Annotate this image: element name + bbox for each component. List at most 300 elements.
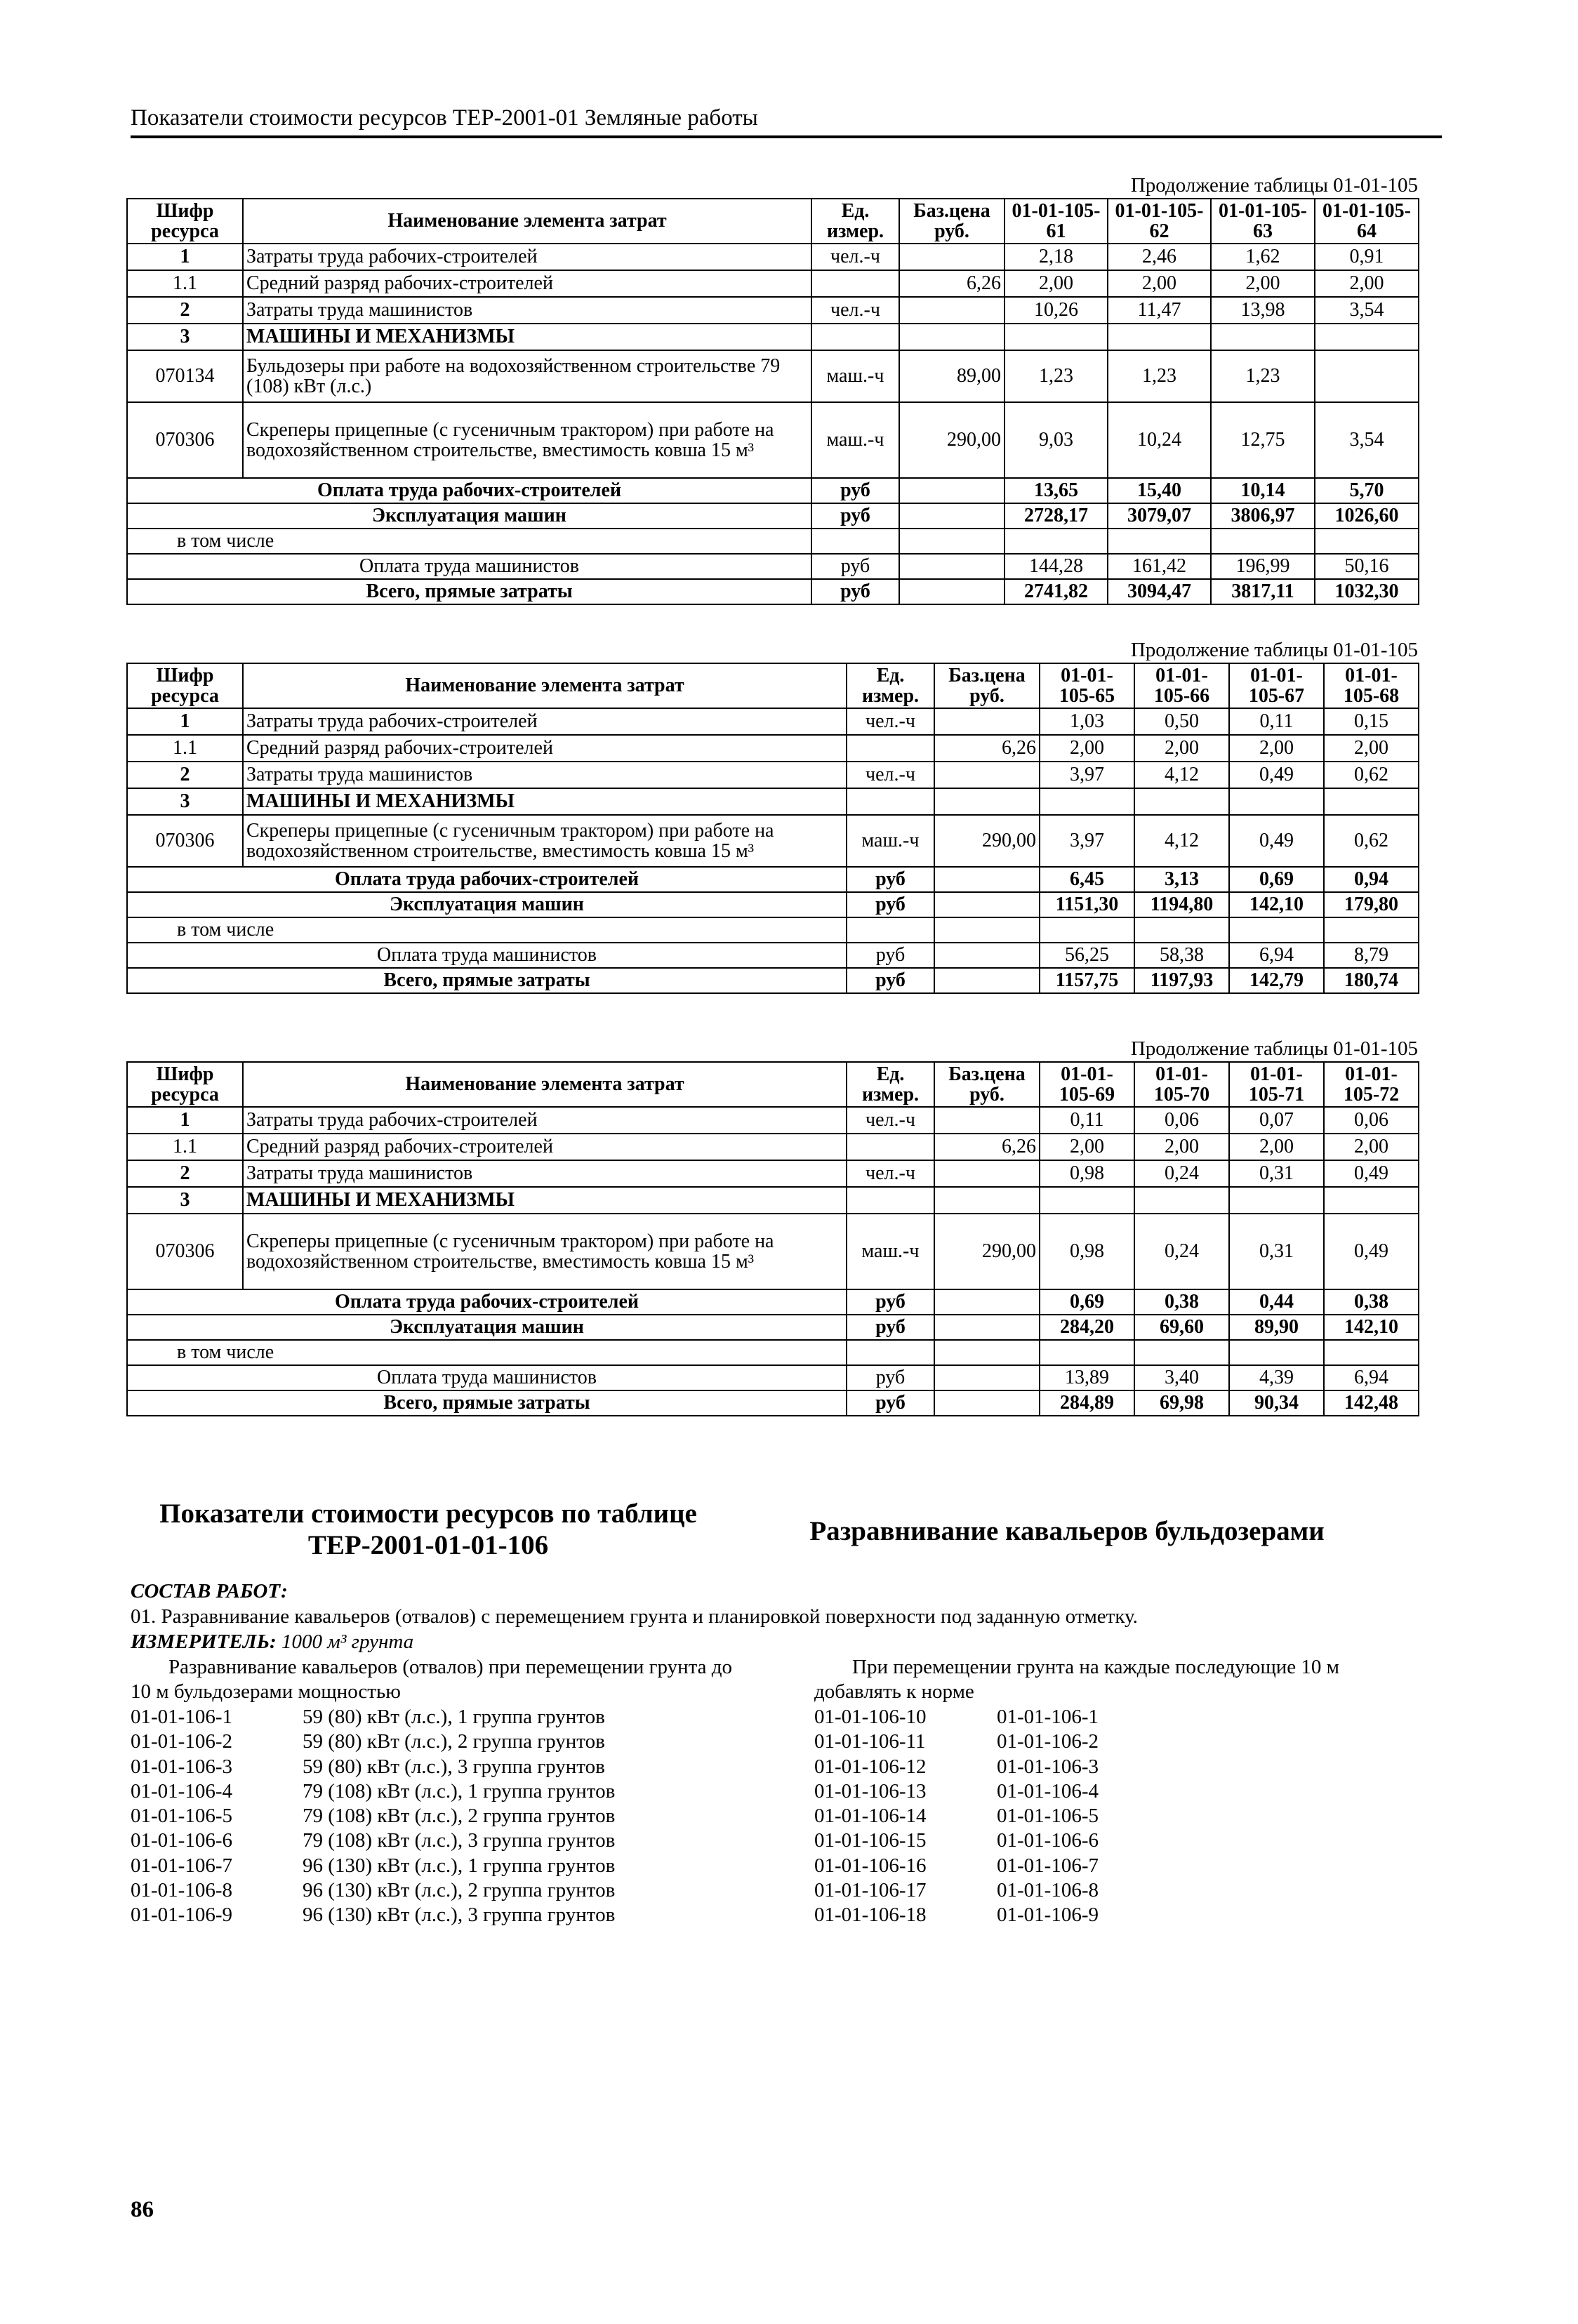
list-cell: 01-01-106-13 [814, 1779, 927, 1802]
list-cell: 01-01-106-3 [131, 1755, 232, 1778]
table-cell: 2,00 [1324, 1134, 1419, 1160]
table-row [127, 1160, 1419, 1187]
table-cell: 2728,17 [1005, 503, 1108, 529]
table-cell [1315, 350, 1419, 402]
header-code-col: 01-01-105-72 [1324, 1062, 1419, 1107]
table-cell: маш.-ч [847, 1214, 934, 1289]
table-row [127, 1187, 1419, 1214]
table-cell: 0,69 [1229, 867, 1324, 892]
table-cell: чел.-ч [847, 1107, 934, 1134]
header-name: Наименование элемента затрат [243, 199, 811, 244]
table-cell: 69,98 [1134, 1390, 1229, 1416]
table-cell [934, 1365, 1040, 1390]
norm-list-right [814, 1705, 1099, 1928]
table-cell: 4,12 [1134, 762, 1229, 788]
table-cell: 142,10 [1229, 892, 1324, 917]
table-continuation-2: Продолжение таблицы 01-01-105 [1130, 639, 1418, 661]
table-cell: руб [811, 503, 899, 529]
table-row [127, 735, 1419, 762]
list-cell: 79 (108) кВт (л.с.), 3 группа грунтов [303, 1829, 616, 1852]
table-cell [1211, 529, 1315, 554]
resource-table-1 [126, 198, 1419, 605]
list-cell: 01-01-106-6 [997, 1829, 1099, 1852]
header-code: Шифр ресурса [127, 663, 243, 708]
table-cell: 3 [127, 324, 243, 350]
list-cell: 59 (80) кВт (л.с.), 3 группа грунтов [303, 1755, 605, 1778]
section-subtitle: Разравнивание кавальеров бульдозерами [809, 1516, 1325, 1546]
table-cell: 1 [127, 1107, 243, 1134]
table-cell: в том числе [127, 529, 811, 554]
table-cell: 3,97 [1040, 815, 1134, 867]
table-cell: Всего, прямые затраты [127, 968, 847, 993]
list-item [131, 1828, 615, 1853]
table-cell: МАШИНЫ И МЕХАНИЗМЫ [243, 788, 847, 815]
table-cell: чел.-ч [847, 1160, 934, 1187]
table-cell: 2,00 [1229, 735, 1324, 762]
table-cell: 3,54 [1315, 402, 1419, 478]
table-cell: 2,00 [1315, 270, 1419, 297]
header-code-col: 01-01-105-70 [1134, 1062, 1229, 1107]
measure-label: ИЗМЕРИТЕЛЬ: [131, 1631, 277, 1653]
header-price: Баз.цена руб. [899, 199, 1005, 244]
table-cell [934, 762, 1040, 788]
list-cell: 01-01-106-9 [997, 1904, 1099, 1927]
table-cell: чел.-ч [811, 244, 899, 270]
table-cell [1229, 1340, 1324, 1365]
list-cell: 01-01-106-17 [814, 1879, 927, 1902]
list-item [814, 1729, 1099, 1754]
list-cell: 01-01-106-18 [814, 1904, 927, 1927]
table-cell: 179,80 [1324, 892, 1419, 917]
table-cell: 2,00 [1040, 1134, 1134, 1160]
table-cell [934, 708, 1040, 735]
table-cell: 0,06 [1134, 1107, 1229, 1134]
table-cell: 0,31 [1229, 1214, 1324, 1289]
header-price: Баз.цена руб. [934, 1062, 1040, 1107]
table-row [127, 1340, 1419, 1365]
list-cell: 01-01-106-12 [814, 1755, 927, 1778]
table-cell: Скреперы прицепные (с гусеничным трактором) при работе на водохозяйственном строительстве, вместимость ковша 15 м³ [243, 402, 811, 478]
table-row [127, 1315, 1419, 1340]
header-unit: Ед. измер. [811, 199, 899, 244]
table-cell: Средний разряд рабочих-строителей [243, 1134, 847, 1160]
list-item [131, 1878, 615, 1903]
table-cell: Всего, прямые затраты [127, 1390, 847, 1416]
table-continuation-1: Продолжение таблицы 01-01-105 [1130, 174, 1418, 197]
list-cell: 01-01-106-3 [997, 1755, 1099, 1778]
table-cell: 1.1 [127, 270, 243, 297]
table-cell: чел.-ч [847, 762, 934, 788]
table-cell: чел.-ч [847, 708, 934, 735]
list-item [131, 1705, 615, 1729]
table-cell: 0,44 [1229, 1289, 1324, 1315]
table-cell [934, 788, 1040, 815]
list-cell: 01-01-106-10 [814, 1706, 927, 1728]
table-cell: 10,24 [1108, 402, 1211, 478]
table-cell [899, 244, 1005, 270]
table-cell: 6,94 [1324, 1365, 1419, 1390]
table-cell [934, 943, 1040, 968]
table-cell [811, 324, 899, 350]
table-cell: Бульдозеры при работе на водохозяйственном строительстве 79 (108) кВт (л.с.) [243, 350, 811, 402]
table-cell: Затраты труда машинистов [243, 1160, 847, 1187]
table-cell: 90,34 [1229, 1390, 1324, 1416]
table-row [127, 762, 1419, 788]
table-cell: 11,47 [1108, 297, 1211, 324]
table-cell: Скреперы прицепные (с гусеничным трактором) при работе на водохозяйственном строительстве, вместимость ковша 15 м³ [243, 1214, 847, 1289]
list-cell: 96 (130) кВт (л.с.), 2 группа грунтов [303, 1879, 616, 1902]
table-cell: 89,00 [899, 350, 1005, 402]
table-cell: Оплата труда машинистов [127, 554, 811, 579]
table-cell: 144,28 [1005, 554, 1108, 579]
section-title: Показатели стоимости ресурсов по таблице ТЕР-2001-01-01-106 [159, 1499, 697, 1560]
table-cell: 1151,30 [1040, 892, 1134, 917]
table-row [127, 1365, 1419, 1390]
table-cell: 3 [127, 1187, 243, 1214]
table-cell [1134, 917, 1229, 943]
table-row [127, 1289, 1419, 1315]
table-cell: Оплата труда рабочих-строителей [127, 867, 847, 892]
table-cell [1229, 1187, 1324, 1214]
table-cell [934, 1107, 1040, 1134]
list-cell: 01-01-106-1 [131, 1706, 232, 1728]
table-row [127, 297, 1419, 324]
table-cell: 10,14 [1211, 478, 1315, 503]
table-cell: 0,15 [1324, 708, 1419, 735]
right-heading: При перемещении грунта на каждые последующие 10 м добавлять к норме [814, 1656, 1340, 1703]
table-row [127, 402, 1419, 478]
list-cell: 59 (80) кВт (л.с.), 1 группа грунтов [303, 1706, 605, 1728]
table-cell: 2 [127, 762, 243, 788]
table-cell: 0,24 [1134, 1160, 1229, 1187]
table-cell: руб [811, 478, 899, 503]
table-cell: 58,38 [1134, 943, 1229, 968]
table-cell: 89,90 [1229, 1315, 1324, 1340]
table-cell: маш.-ч [811, 402, 899, 478]
table-cell: 142,48 [1324, 1390, 1419, 1416]
table-cell [847, 917, 934, 943]
header-unit: Ед. измер. [847, 663, 934, 708]
table-cell: 1,23 [1108, 350, 1211, 402]
table-cell: руб [811, 579, 899, 604]
resource-table-3 [126, 1061, 1419, 1416]
list-item [131, 1779, 615, 1804]
table-cell: 1,23 [1005, 350, 1108, 402]
table-cell: 290,00 [934, 815, 1040, 867]
table-cell: 0,62 [1324, 815, 1419, 867]
table-cell: 6,26 [934, 735, 1040, 762]
table-cell [1315, 529, 1419, 554]
list-item [131, 1854, 615, 1878]
table-cell [1108, 529, 1211, 554]
table-cell: 0,11 [1229, 708, 1324, 735]
header-code-col: 01-01-105-66 [1134, 663, 1229, 708]
table-cell [1040, 1340, 1134, 1365]
table-cell: МАШИНЫ И МЕХАНИЗМЫ [243, 1187, 847, 1214]
list-cell: 01-01-106-5 [131, 1805, 232, 1828]
running-header: Показатели стоимости ресурсов ТЕР-2001-01 Земляные работы [131, 105, 1442, 138]
table-cell: Всего, прямые затраты [127, 579, 811, 604]
table-cell: 1157,75 [1040, 968, 1134, 993]
table-cell: 6,45 [1040, 867, 1134, 892]
list-item [814, 1705, 1099, 1729]
table-cell: 0,49 [1229, 815, 1324, 867]
table-row [127, 968, 1419, 993]
table-cell: Эксплуатация машин [127, 1315, 847, 1340]
table-row [127, 917, 1419, 943]
table-cell: 4,12 [1134, 815, 1229, 867]
table-cell: 8,79 [1324, 943, 1419, 968]
table-cell [1229, 788, 1324, 815]
table-cell: маш.-ч [811, 350, 899, 402]
table-cell [934, 1289, 1040, 1315]
table-cell: 2,00 [1134, 1134, 1229, 1160]
table-cell: 2,00 [1005, 270, 1108, 297]
table-cell: 070306 [127, 402, 243, 478]
table-row [127, 892, 1419, 917]
table-cell: 0,62 [1324, 762, 1419, 788]
table-cell: 15,40 [1108, 478, 1211, 503]
header-code: Шифр ресурса [127, 1062, 243, 1107]
table-row [127, 270, 1419, 297]
table-cell [1134, 788, 1229, 815]
table-cell [1229, 917, 1324, 943]
table-cell: 1,03 [1040, 708, 1134, 735]
table-cell: 0,06 [1324, 1107, 1419, 1134]
list-item [814, 1755, 1099, 1779]
table-row [127, 867, 1419, 892]
header-code-col: 01-01-105-71 [1229, 1062, 1324, 1107]
header-code: Шифр ресурса [127, 199, 243, 244]
table-row [127, 1134, 1419, 1160]
table-cell: Затраты труда рабочих-строителей [243, 1107, 847, 1134]
table-row [127, 708, 1419, 735]
table-cell: Скреперы прицепные (с гусеничным трактором) при работе на водохозяйственном строительстве, вместимость ковша 15 м³ [243, 815, 847, 867]
list-cell: 59 (80) кВт (л.с.), 2 группа грунтов [303, 1730, 605, 1753]
table-cell: 284,20 [1040, 1315, 1134, 1340]
table-cell [1040, 917, 1134, 943]
table-cell: 50,16 [1315, 554, 1419, 579]
table-row [127, 1107, 1419, 1134]
table-cell: Оплата труда рабочих-строителей [127, 1289, 847, 1315]
table-cell [934, 1160, 1040, 1187]
table-cell: Эксплуатация машин [127, 892, 847, 917]
list-cell: 01-01-106-16 [814, 1854, 927, 1877]
table-cell: 0,69 [1040, 1289, 1134, 1315]
table-cell [899, 529, 1005, 554]
table-cell: 3079,07 [1108, 503, 1211, 529]
table-cell: 290,00 [899, 402, 1005, 478]
header-name: Наименование элемента затрат [243, 1062, 847, 1107]
table-cell: 13,65 [1005, 478, 1108, 503]
table-cell [1134, 1187, 1229, 1214]
table-cell [1134, 1340, 1229, 1365]
table-cell: 0,38 [1324, 1289, 1419, 1315]
list-cell: 01-01-106-4 [131, 1779, 232, 1802]
list-cell: 01-01-106-2 [997, 1730, 1099, 1753]
table-cell [899, 503, 1005, 529]
table-cell: чел.-ч [811, 297, 899, 324]
table-cell: 13,98 [1211, 297, 1315, 324]
table-row [127, 554, 1419, 579]
list-item [814, 1854, 1099, 1878]
table-cell: 0,49 [1229, 762, 1324, 788]
table-cell: 2,00 [1040, 735, 1134, 762]
table-cell: руб [811, 554, 899, 579]
table-cell [1324, 1340, 1419, 1365]
list-cell: 01-01-106-7 [997, 1854, 1099, 1877]
table-cell [1040, 788, 1134, 815]
table-cell: 2 [127, 297, 243, 324]
table-cell [1005, 324, 1108, 350]
table-cell: 0,07 [1229, 1107, 1324, 1134]
table-cell: 6,26 [934, 1134, 1040, 1160]
table-row [127, 324, 1419, 350]
list-cell: 79 (108) кВт (л.с.), 1 группа грунтов [303, 1779, 616, 1802]
list-item [814, 1804, 1099, 1828]
table-cell: Затраты труда рабочих-строителей [243, 244, 811, 270]
table-cell: 1032,30 [1315, 579, 1419, 604]
table-cell: 0,11 [1040, 1107, 1134, 1134]
table-cell: Затраты труда рабочих-строителей [243, 708, 847, 735]
list-cell: 01-01-106-14 [814, 1805, 927, 1828]
table-cell: 2,00 [1324, 735, 1419, 762]
table-cell: 4,39 [1229, 1365, 1324, 1390]
works-label: СОСТАВ РАБОТ: [131, 1580, 288, 1602]
table-row [127, 350, 1419, 402]
table-cell: руб [847, 968, 934, 993]
header-name: Наименование элемента затрат [243, 663, 847, 708]
header-code-col: 01-01-105-61 [1005, 199, 1108, 244]
list-cell: 01-01-106-1 [997, 1706, 1099, 1728]
table-cell: 0,24 [1134, 1214, 1229, 1289]
table-cell: 284,89 [1040, 1390, 1134, 1416]
table-cell: 0,49 [1324, 1160, 1419, 1187]
left-heading: Разравнивание кавальеров (отвалов) при перемещении грунта до 10 м бульдозерами мощностью [131, 1656, 733, 1703]
table-cell: руб [847, 892, 934, 917]
table-cell: 56,25 [1040, 943, 1134, 968]
list-item [814, 1878, 1099, 1903]
table-cell [1108, 324, 1211, 350]
table-cell: 1,23 [1211, 350, 1315, 402]
table-cell: 1.1 [127, 1134, 243, 1160]
table-cell: 1 [127, 244, 243, 270]
table-cell: 0,38 [1134, 1289, 1229, 1315]
table-cell: 3806,97 [1211, 503, 1315, 529]
table-cell: 1194,80 [1134, 892, 1229, 917]
table-cell: 0,49 [1324, 1214, 1419, 1289]
table-cell: 3817,11 [1211, 579, 1315, 604]
header-price: Баз.цена руб. [934, 663, 1040, 708]
header-code-col: 01-01-105-67 [1229, 663, 1324, 708]
table-cell [934, 1315, 1040, 1340]
table-cell: в том числе [127, 1340, 847, 1365]
table-cell: 2,00 [1108, 270, 1211, 297]
table-cell: Затраты труда машинистов [243, 762, 847, 788]
table-cell: Средний разряд рабочих-строителей [243, 735, 847, 762]
header-code-col: 01-01-105-65 [1040, 663, 1134, 708]
table-cell: 0,91 [1315, 244, 1419, 270]
list-cell: 01-01-106-8 [997, 1879, 1099, 1902]
works-item: 01. Разравнивание кавальеров (отвалов) с перемещением грунта и планировкой поверхности под заданную отметку. [131, 1605, 1138, 1628]
table-cell: 3,97 [1040, 762, 1134, 788]
table-cell: 2,00 [1134, 735, 1229, 762]
table-cell: 3094,47 [1108, 579, 1211, 604]
table-cell: 0,94 [1324, 867, 1419, 892]
table-row [127, 788, 1419, 815]
table-cell: 070306 [127, 815, 243, 867]
table-cell: в том числе [127, 917, 847, 943]
table-cell [899, 297, 1005, 324]
list-item [131, 1804, 615, 1828]
table-cell: Оплата труда машинистов [127, 1365, 847, 1390]
list-item [814, 1828, 1099, 1853]
table-row [127, 478, 1419, 503]
table-cell: руб [847, 1365, 934, 1390]
table-row [127, 943, 1419, 968]
header-code-col: 01-01-105-68 [1324, 663, 1419, 708]
table-cell: 070306 [127, 1214, 243, 1289]
norm-list-left [131, 1705, 615, 1928]
table-cell: 3 [127, 788, 243, 815]
table-cell [1315, 324, 1419, 350]
list-cell: 01-01-106-15 [814, 1829, 927, 1852]
table-cell [811, 270, 899, 297]
table-cell [899, 324, 1005, 350]
table-cell: 2 [127, 1160, 243, 1187]
table-continuation-3: Продолжение таблицы 01-01-105 [1130, 1037, 1418, 1060]
list-item [131, 1755, 615, 1779]
table-cell [1324, 1187, 1419, 1214]
table-cell: Эксплуатация машин [127, 503, 811, 529]
table-cell [1324, 917, 1419, 943]
table-cell: Оплата труда машинистов [127, 943, 847, 968]
list-cell: 01-01-106-6 [131, 1829, 232, 1852]
table-cell: 3,13 [1134, 867, 1229, 892]
table-cell: 142,10 [1324, 1315, 1419, 1340]
table-cell: 180,74 [1324, 968, 1419, 993]
table-cell [1005, 529, 1108, 554]
table-cell [899, 478, 1005, 503]
list-item [814, 1779, 1099, 1804]
list-cell: 01-01-106-5 [997, 1805, 1099, 1828]
list-cell: 79 (108) кВт (л.с.), 2 группа грунтов [303, 1805, 616, 1828]
table-cell: 1.1 [127, 735, 243, 762]
list-cell: 01-01-106-9 [131, 1904, 232, 1927]
table-cell: 142,79 [1229, 968, 1324, 993]
table-row [127, 244, 1419, 270]
table-cell [1211, 324, 1315, 350]
table-cell: руб [847, 1315, 934, 1340]
table-cell [899, 554, 1005, 579]
table-row [127, 1214, 1419, 1289]
table-cell: 2,00 [1211, 270, 1315, 297]
table-cell [1324, 788, 1419, 815]
table-cell: 10,26 [1005, 297, 1108, 324]
table-cell: руб [847, 1390, 934, 1416]
table-cell [934, 1340, 1040, 1365]
table-cell: 6,26 [899, 270, 1005, 297]
measure-line [131, 1630, 413, 1654]
table-cell [847, 735, 934, 762]
list-cell: 01-01-106-4 [997, 1779, 1099, 1802]
table-cell [934, 1187, 1040, 1214]
table-cell: МАШИНЫ И МЕХАНИЗМЫ [243, 324, 811, 350]
header-unit: Ед. измер. [847, 1062, 934, 1107]
table-cell: 69,60 [1134, 1315, 1229, 1340]
table-cell [847, 1340, 934, 1365]
list-item [131, 1903, 615, 1927]
